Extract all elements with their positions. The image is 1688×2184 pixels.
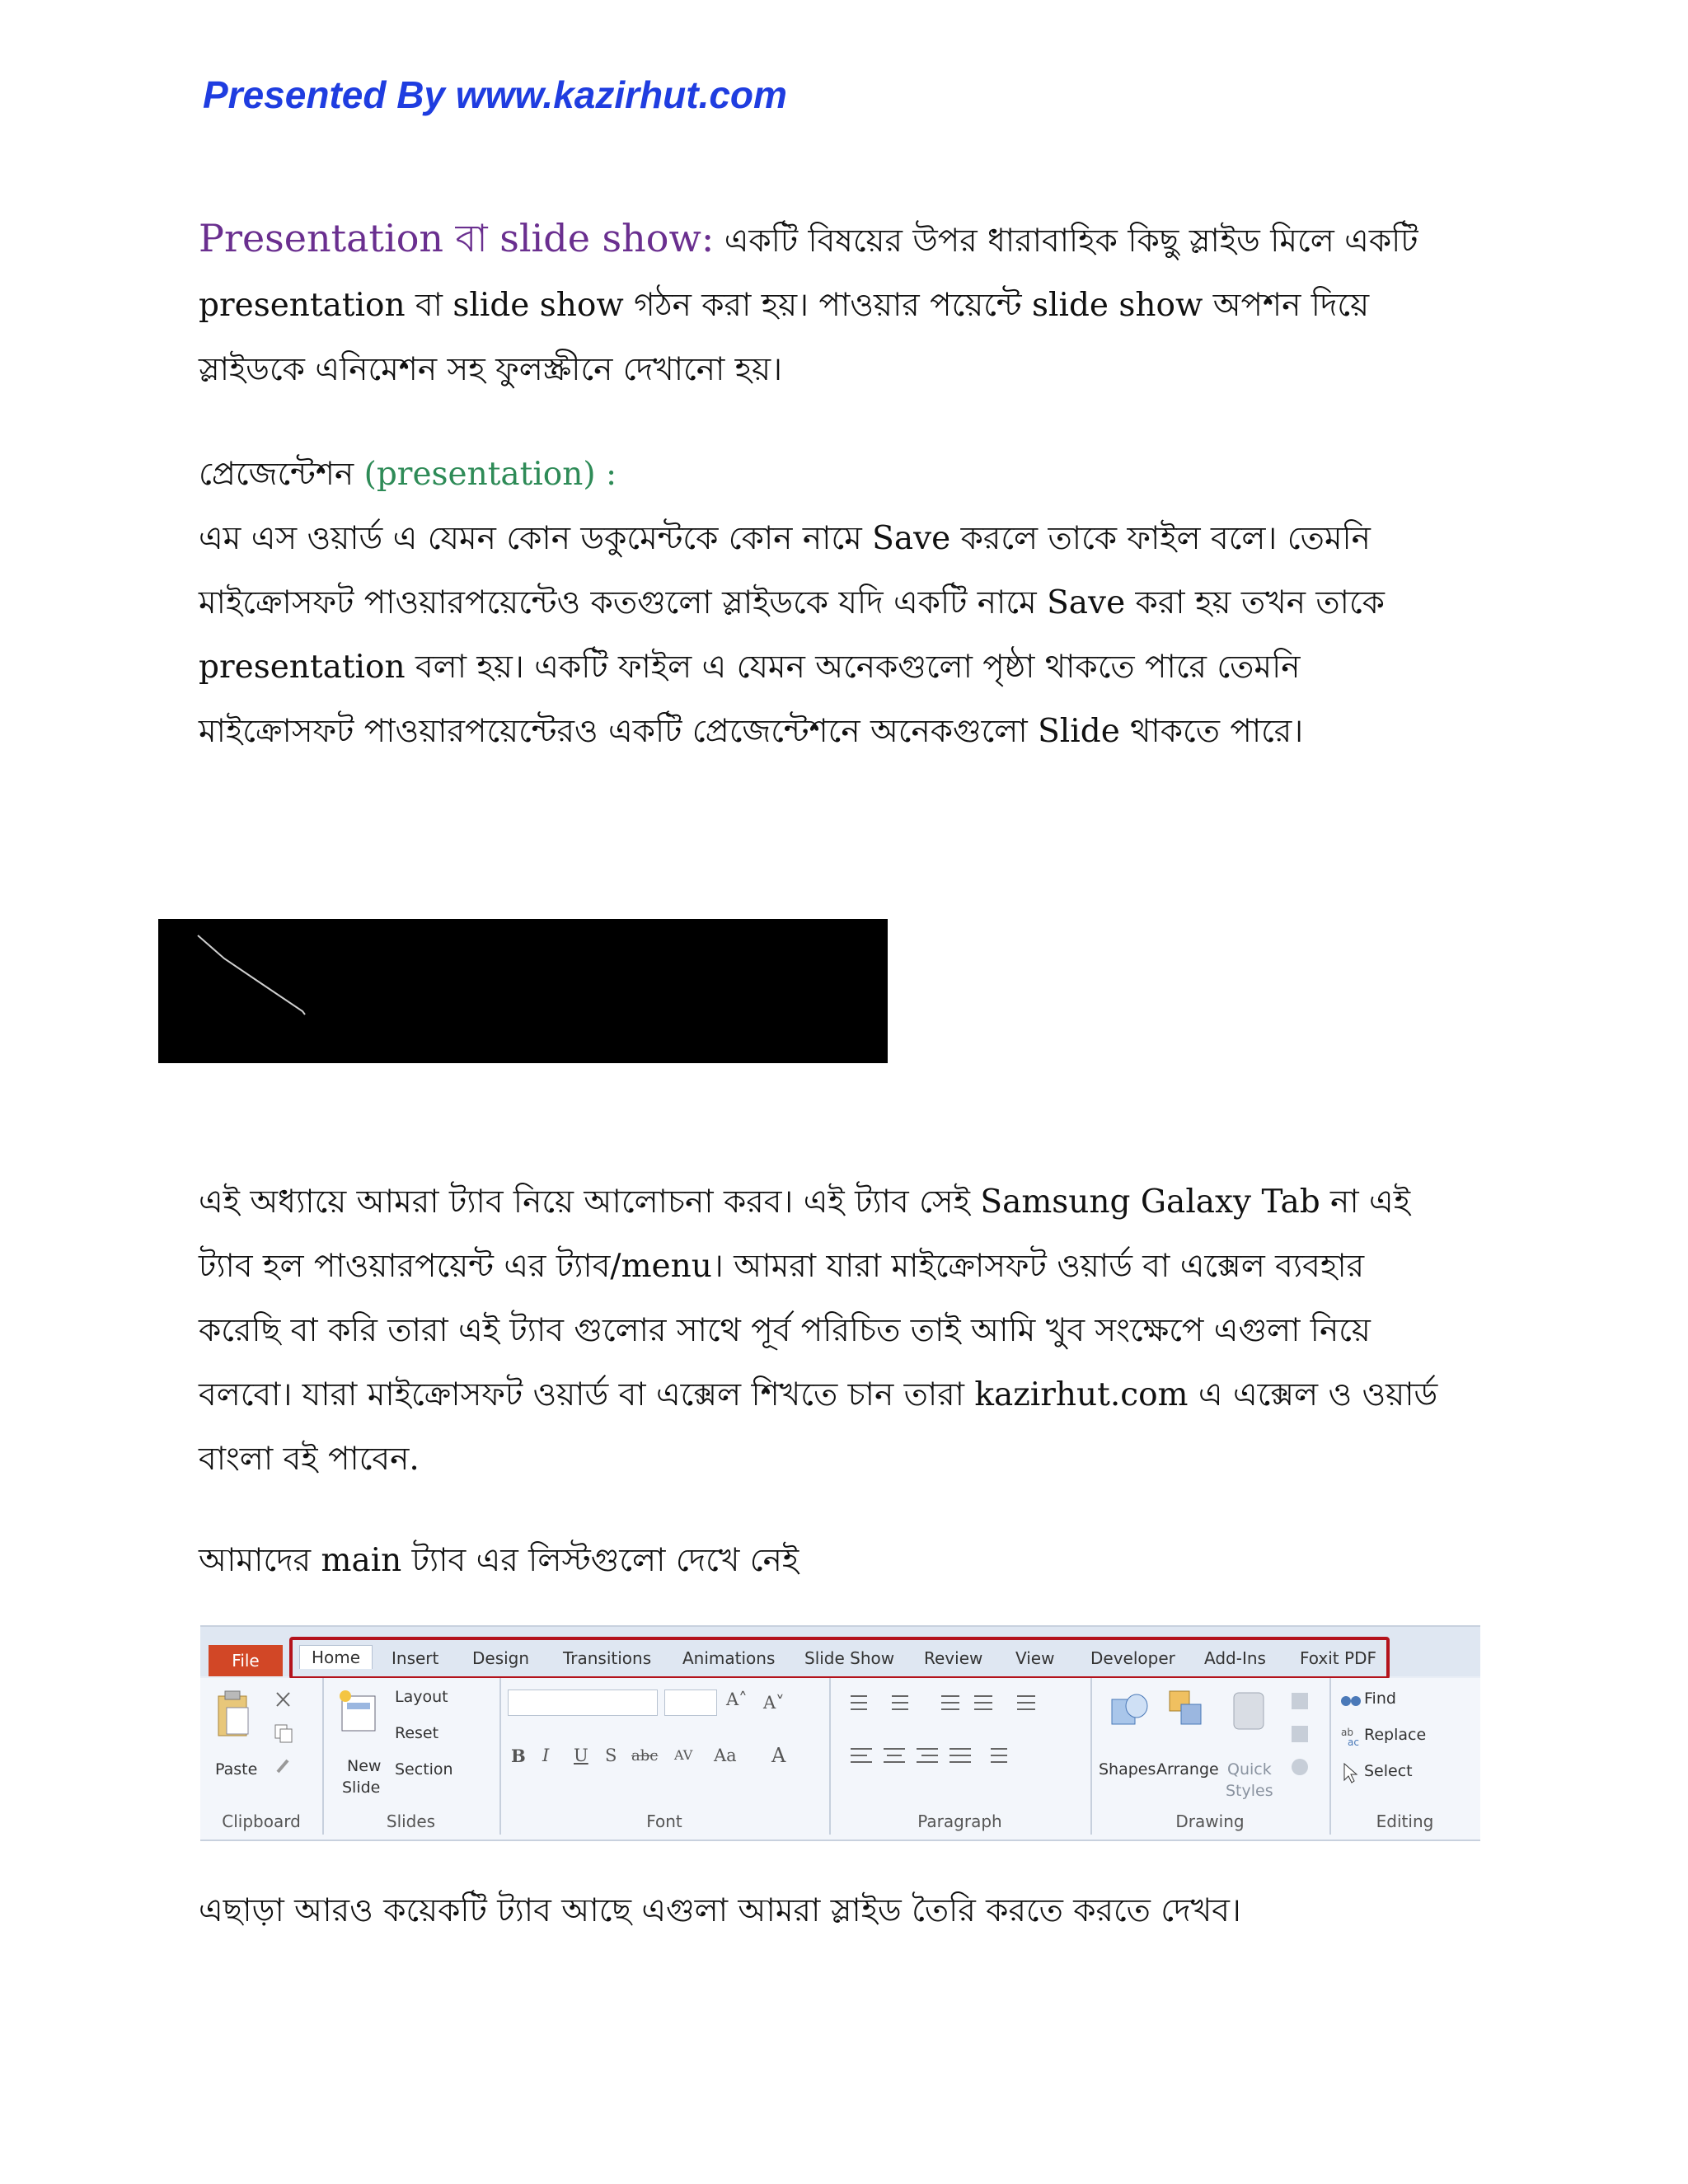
copy-icon[interactable]: [273, 1722, 294, 1744]
tabs-line: এই অধ্যায়ে আমরা ট্যাব নিয়ে আলোচনা করব। এই ট্যাব সেই Samsung Galaxy Tab না এই: [199, 1183, 1410, 1221]
tab-insert[interactable]: Insert: [392, 1648, 439, 1668]
svg-text:ac: ac: [1348, 1736, 1359, 1747]
tab-design[interactable]: Design: [472, 1648, 530, 1668]
tab-add-ins[interactable]: Add-Ins: [1204, 1648, 1266, 1668]
font-size-input[interactable]: [664, 1690, 717, 1716]
presentation-line: মাইক্রোসফট পাওয়ারপয়েন্টেও কতগুলো স্লাইডকে যদি একটি নামে Save করা হয় তখন তাকে: [199, 584, 1385, 621]
header-link: Presented By www.kazirhut.com: [203, 73, 787, 116]
strikethrough-button[interactable]: abc: [631, 1747, 659, 1765]
intro-line-2: presentation বা slide show গঠন করা হয়। পাওয়ার পয়েন্টে slide show অপশন দিয়ে: [199, 287, 1370, 324]
group-editing: [1329, 1678, 1480, 1835]
paste-icon[interactable]: [215, 1690, 251, 1739]
shrink-font-icon[interactable]: A˅: [763, 1693, 785, 1713]
bold-button[interactable]: B: [511, 1746, 526, 1766]
presentation-heading-en: (presentation) :: [354, 456, 617, 493]
presentation-line: এম এস ওয়ার্ড এ যেমন কোন ডকুমেন্টকে কোন নামে Save করলে তাকে ফাইল বলে। তেমনি: [199, 520, 1371, 557]
tabs-line: বলবো। যারা মাইক্রোসফট ওয়ার্ড বা এক্সেল শিখতে চান তারা kazirhut.com এ এক্সেল ও ওয়ার্ড: [199, 1376, 1438, 1413]
intro-line-3: স্লাইডকে এনিমেশন সহ ফুলস্ক্রীনে দেখানো হয়।: [199, 351, 783, 388]
tab-home[interactable]: Home: [299, 1645, 373, 1669]
black-image: [158, 919, 888, 1063]
font-name-input[interactable]: [508, 1690, 658, 1716]
cut-icon[interactable]: [273, 1690, 294, 1711]
new-slide-label-1[interactable]: New: [347, 1757, 382, 1775]
quick-styles-icon[interactable]: [1229, 1688, 1270, 1734]
shape-format-icons[interactable]: [1288, 1690, 1313, 1780]
shapes-button[interactable]: Shapes: [1099, 1760, 1156, 1779]
paste-button[interactable]: Paste: [215, 1760, 258, 1779]
group-slides: [322, 1678, 501, 1835]
replace-icon: [1339, 1726, 1362, 1747]
tab-foxit-pdf[interactable]: Foxit PDF: [1300, 1648, 1376, 1668]
italic-button[interactable]: I: [542, 1746, 550, 1765]
underline-button[interactable]: U: [574, 1746, 588, 1765]
quick-styles-label-1[interactable]: Quick: [1227, 1760, 1272, 1779]
new-slide-label-2[interactable]: Slide: [342, 1779, 381, 1797]
shapes-icon[interactable]: [1109, 1688, 1150, 1734]
tab-file[interactable]: File: [209, 1645, 283, 1676]
presentation-section: [199, 443, 1501, 764]
tab-review[interactable]: Review: [924, 1648, 983, 1668]
new-slide-icon[interactable]: [339, 1690, 378, 1734]
presentation-line: মাইক্রোসফট পাওয়ারপয়েন্টেরও একটি প্রেজেন্টেশনে অনেকগুলো Slide থাকতে পারে।: [199, 713, 1304, 750]
ribbon-groups: [200, 1678, 1480, 1840]
intro-body: একটি বিষয়ের উপর ধারাবাহিক কিছু স্লাইড মিলে একটি: [714, 223, 1418, 260]
intro-paragraph: [199, 206, 1501, 402]
group-clipboard: [200, 1678, 324, 1835]
tab-highlight-box: [289, 1637, 1390, 1680]
list-buttons-icon[interactable]: [839, 1690, 1078, 1719]
group-label-paragraph: Paragraph: [917, 1811, 1002, 1831]
find-button[interactable]: Find: [1364, 1690, 1396, 1708]
tabs-line: করেছি বা করি তারা এই ট্যাব গুলোর সাথে পূর্ব পরিচিত তাই আমি খুব সংক্ষেপে এগুলা নিয়ে: [199, 1312, 1371, 1349]
select-cursor-icon: [1341, 1762, 1361, 1783]
arrange-icon[interactable]: [1166, 1688, 1207, 1734]
quick-styles-label-2[interactable]: Styles: [1226, 1782, 1273, 1800]
intro-heading: Presentation বা slide show:: [199, 216, 715, 260]
reset-button[interactable]: Reset: [395, 1724, 439, 1742]
select-button[interactable]: Select: [1364, 1762, 1413, 1780]
align-buttons-icon[interactable]: [839, 1742, 1078, 1772]
tab-slide-show[interactable]: Slide Show: [804, 1648, 895, 1668]
tabs-section: [199, 1170, 1501, 1492]
group-font: [499, 1678, 831, 1835]
change-case-button[interactable]: Aa: [714, 1746, 737, 1765]
shadow-button[interactable]: S: [605, 1746, 617, 1765]
section-button[interactable]: Section: [395, 1760, 453, 1779]
format-painter-icon[interactable]: [273, 1755, 294, 1777]
intro-line-1: [199, 206, 1501, 274]
ribbon-tab-bar: [200, 1627, 1480, 1676]
tab-transitions[interactable]: Transitions: [563, 1648, 652, 1668]
replace-button[interactable]: Replace: [1364, 1726, 1427, 1744]
svg-text:ab: ab: [1341, 1727, 1353, 1738]
grow-font-icon[interactable]: A˄: [726, 1690, 748, 1709]
group-drawing: [1090, 1678, 1331, 1835]
group-paragraph: [829, 1678, 1092, 1835]
tab-view[interactable]: View: [1015, 1648, 1055, 1668]
group-label-font: Font: [646, 1811, 682, 1831]
tab-animations[interactable]: Animations: [682, 1648, 776, 1668]
scratch-line-graphic: [158, 919, 888, 1063]
tabs-line: বাংলা বই পাবেন.: [199, 1441, 420, 1478]
tab-developer[interactable]: Developer: [1090, 1648, 1175, 1668]
tabs-line: ট্যাব হল পাওয়ারপয়েন্ট এর ট্যাব/menu। আমরা যারা মাইক্রোসফট ওয়ার্ড বা এক্সেল ব্যবহার: [199, 1248, 1365, 1285]
group-label-slides: Slides: [386, 1811, 436, 1831]
presentation-line: presentation বলা হয়। একটি ফাইল এ যেমন অনেকগুলো পৃষ্ঠা থাকতে পারে তেমনি: [199, 649, 1301, 686]
powerpoint-ribbon: [200, 1625, 1480, 1841]
presentation-heading-bn: প্রেজেন্টেশন: [199, 456, 354, 493]
binoculars-icon: [1339, 1690, 1362, 1709]
group-label-clipboard: Clipboard: [222, 1811, 301, 1831]
font-color-button[interactable]: A: [771, 1744, 786, 1767]
closing-line: এছাড়া আরও কয়েকটি ট্যাব আছে এগুলা আমরা স্লাইড তৈরি করতে করতে দেখব।: [199, 1892, 1241, 1929]
group-label-editing: Editing: [1376, 1811, 1434, 1831]
char-spacing-button[interactable]: AV: [674, 1747, 693, 1763]
arrange-button[interactable]: Arrange: [1156, 1760, 1219, 1779]
group-label-drawing: Drawing: [1175, 1811, 1245, 1831]
layout-button[interactable]: Layout: [395, 1688, 448, 1706]
presentation-heading: [199, 443, 1501, 507]
main-tab-line: আমাদের main ট্যাব এর লিস্টগুলো দেখে নেই: [199, 1542, 799, 1579]
